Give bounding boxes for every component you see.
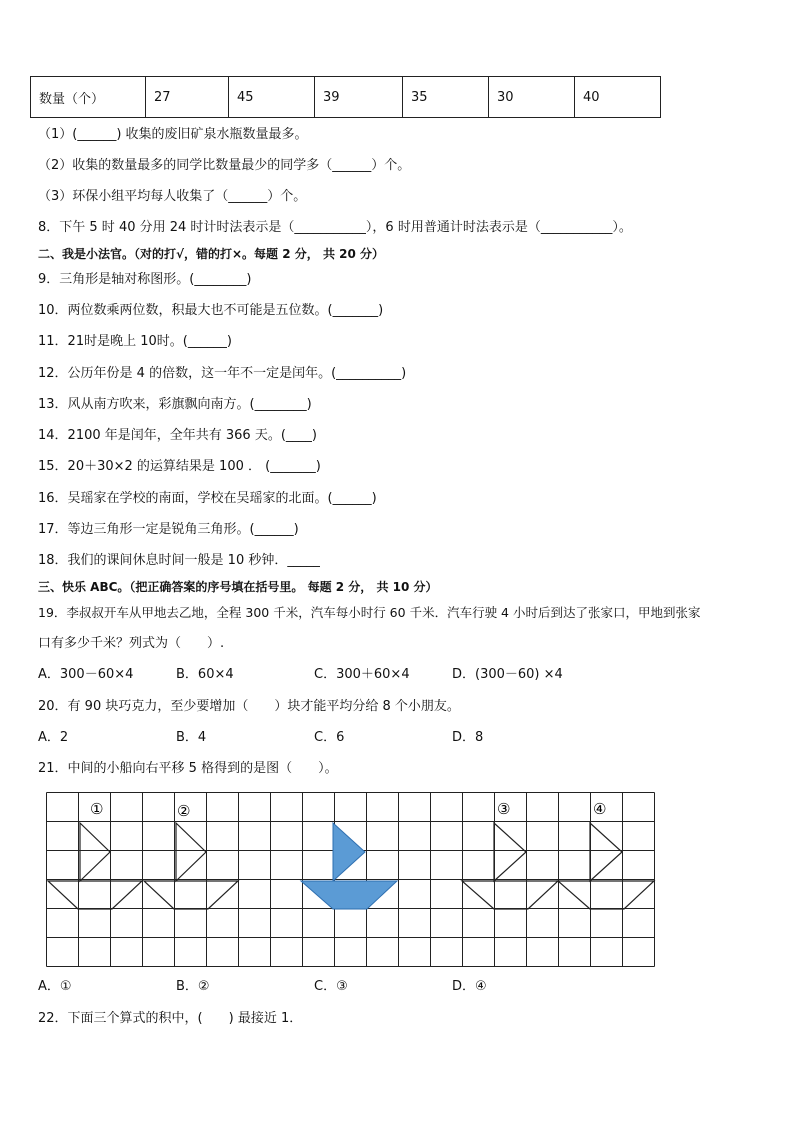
figure-label-3: ③ (497, 800, 511, 818)
section-3-heading: 三、快乐 ABC。（把正确答案的序号填在括号里。 每题 2 分， 共 10 分） (38, 580, 438, 594)
q19-option-d: D．(300－60) ×4 (452, 667, 563, 682)
question-8: 8．下午 5 时 40 分用 24 时计时法表示是（___________），6 时用普通计时法表示是（___________）。 (38, 220, 632, 235)
question-18: 18．我们的课间休息时间一般是 10 秒钟．_____ (38, 553, 320, 568)
boat-4 (558, 823, 654, 909)
question-17: 17．等边三角形一定是锐角三角形。(______) (38, 522, 299, 537)
question-7-1: （1）(______) 收集的废旧矿泉水瓶数量最多。 (38, 127, 308, 142)
section-2-heading: 二、我是小法官。（对的打√，错的打×。每题 2 分， 共 20 分） (38, 247, 384, 261)
middle-boat (301, 823, 397, 909)
question-7-3: （3）环保小组平均每人收集了（______）个。 (38, 189, 307, 204)
table-cell: 30 (489, 77, 575, 118)
question-22: 22．下面三个算式的积中，( ) 最接近 1． (38, 1011, 303, 1026)
question-20: 20．有 90 块巧克力，至少要增加（ ）块才能平均分给 8 个小朋友。 (38, 699, 460, 714)
figure-label-1: ① (90, 800, 104, 818)
table-cell: 39 (315, 77, 403, 118)
question-14: 14．2100 年是闰年，全年共有 366 天。(____) (38, 428, 317, 443)
boat-grid-figure (46, 792, 656, 970)
q19-option-c: C．300＋60×4 (314, 667, 410, 682)
question-15: 15．20＋30×2 的运算结果是 100 ． (_______) (38, 459, 321, 474)
q21-option-d: D．④ (452, 979, 487, 994)
question-13: 13．风从南方吹来，彩旗飘向南方。(________) (38, 397, 312, 412)
figure-label-2: ② (177, 802, 191, 820)
question-11: 11．21时是晚上 10时。(______) (38, 334, 232, 349)
boat-1 (48, 823, 142, 909)
figure-label-4: ④ (593, 800, 607, 818)
question-12: 12．公历年份是 4 的倍数，这一年不一定是闰年。(__________) (38, 366, 407, 381)
table-row (31, 77, 661, 118)
question-19-line-2: 口有多少千米？列式为（ ）. (38, 636, 225, 651)
question-10: 10．两位数乘两位数，积最大也不可能是五位数。(_______) (38, 303, 384, 318)
question-7-2: （2）收集的数量最多的同学比数量最少的同学多（______）个。 (38, 158, 411, 173)
q20-option-d: D．8 (452, 730, 484, 745)
question-19-line-1: 19．李叔叔开车从甲地去乙地，全程 300 千米，汽车每小时行 60 千米．汽车行驶 4 小时后到达了张家口，甲地到张家 (38, 605, 701, 620)
boat-2 (144, 823, 238, 909)
q20-option-c: C．6 (314, 730, 345, 745)
table-header-cell: 数量（个） (31, 77, 146, 118)
q21-option-a: A．① (38, 979, 72, 994)
q19-option-b: B．60×4 (176, 667, 234, 682)
table-cell: 45 (229, 77, 315, 118)
q21-option-b: B．② (176, 979, 210, 994)
q20-option-b: B．4 (176, 730, 207, 745)
question-9: 9．三角形是轴对称图形。(________) (38, 272, 252, 287)
q20-option-a: A．2 (38, 730, 69, 745)
data-table (30, 76, 661, 118)
table-cell: 27 (146, 77, 229, 118)
question-16: 16．吴瑶家在学校的南面，学校在吴瑶家的北面。(______) (38, 491, 377, 506)
boat-3 (462, 823, 558, 909)
table-cell: 35 (403, 77, 489, 118)
q19-option-a: A．300－60×4 (38, 667, 134, 682)
question-21: 21．中间的小船向右平移 5 格得到的是图（ ）。 (38, 761, 338, 776)
table-cell: 40 (575, 77, 661, 118)
q21-option-c: C．③ (314, 979, 348, 994)
